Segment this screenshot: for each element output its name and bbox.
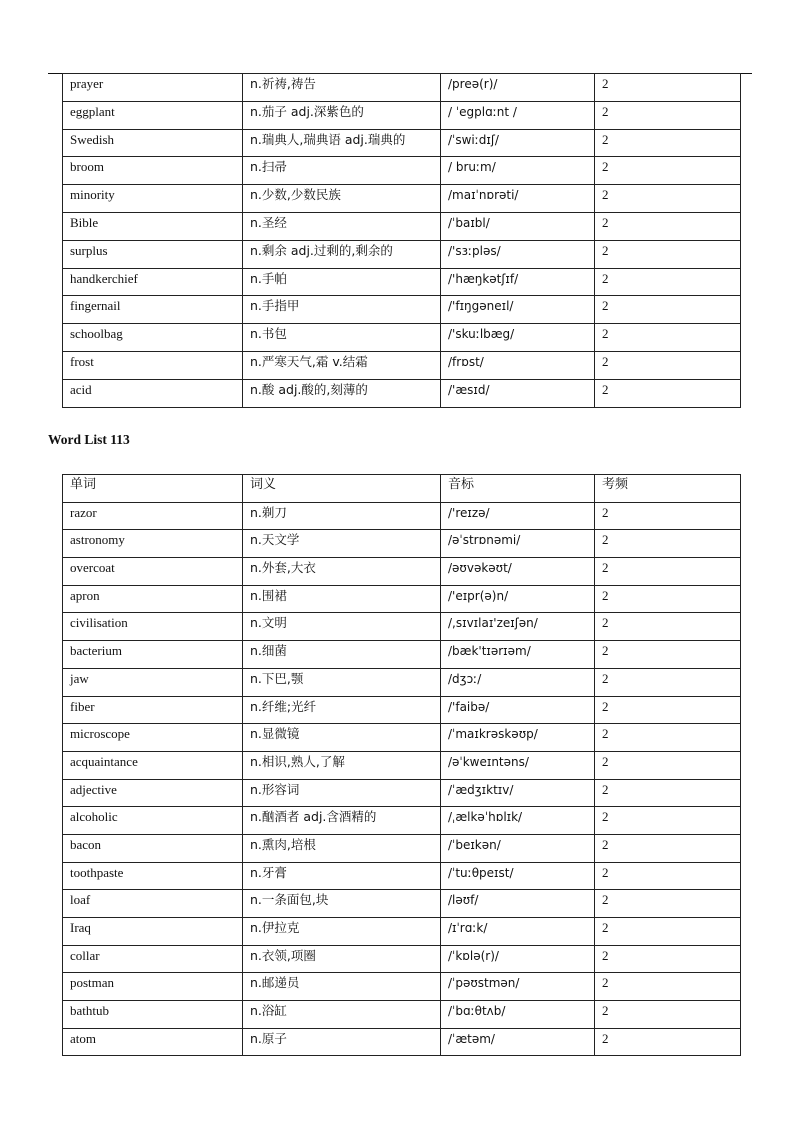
word-table bbox=[62, 474, 741, 1056]
table-row bbox=[63, 585, 741, 613]
phonetic-cell: /ˈbɑːθtʌb/ bbox=[441, 1001, 595, 1029]
word-cell: atom bbox=[63, 1028, 243, 1056]
phonetic-cell: /əˈkweɪntəns/ bbox=[441, 751, 595, 779]
phonetic-cell: /ˈbeɪkən/ bbox=[441, 834, 595, 862]
meaning-cell: n.形容词 bbox=[243, 779, 441, 807]
phonetic-cell: /ˈmaɪkrəskəʊp/ bbox=[441, 724, 595, 752]
word-cell: surplus bbox=[63, 240, 243, 268]
frequency-cell: 2 bbox=[595, 268, 741, 296]
word-cell: frost bbox=[63, 351, 243, 379]
meaning-cell: n.相识,熟人,了解 bbox=[243, 751, 441, 779]
word-cell: alcoholic bbox=[63, 807, 243, 835]
table-row bbox=[63, 351, 741, 379]
frequency-cell: 2 bbox=[595, 807, 741, 835]
word-list-heading: Word List 113 bbox=[48, 432, 130, 447]
table-row bbox=[63, 862, 741, 890]
word-table-continued bbox=[62, 73, 741, 408]
table-row bbox=[63, 834, 741, 862]
table-row bbox=[63, 890, 741, 918]
frequency-cell: 2 bbox=[595, 379, 741, 407]
frequency-cell: 2 bbox=[595, 185, 741, 213]
word-cell: Iraq bbox=[63, 918, 243, 946]
phonetic-cell: /ˈædʒɪktɪv/ bbox=[441, 779, 595, 807]
meaning-cell: n.书包 bbox=[243, 324, 441, 352]
meaning-cell: n.手帕 bbox=[243, 268, 441, 296]
table-row bbox=[63, 696, 741, 724]
header-word: 单词 bbox=[63, 475, 243, 503]
meaning-cell: n.原子 bbox=[243, 1028, 441, 1056]
table-row bbox=[63, 668, 741, 696]
meaning-cell: n.纤维;光纤 bbox=[243, 696, 441, 724]
phonetic-cell: / bruːm/ bbox=[441, 157, 595, 185]
meaning-cell: n.扫帚 bbox=[243, 157, 441, 185]
word-cell: prayer bbox=[63, 74, 243, 102]
phonetic-cell: /əˈstrɒnəmi/ bbox=[441, 530, 595, 558]
frequency-cell: 2 bbox=[595, 74, 741, 102]
table-row bbox=[63, 212, 741, 240]
meaning-cell: n.邮递员 bbox=[243, 973, 441, 1001]
frequency-cell: 2 bbox=[595, 945, 741, 973]
frequency-cell: 2 bbox=[595, 890, 741, 918]
frequency-cell: 2 bbox=[595, 212, 741, 240]
table-row bbox=[63, 157, 741, 185]
word-cell: razor bbox=[63, 502, 243, 530]
frequency-cell: 2 bbox=[595, 324, 741, 352]
meaning-cell: n.祈祷,祷告 bbox=[243, 74, 441, 102]
meaning-cell: n.外套,大衣 bbox=[243, 558, 441, 586]
meaning-cell: n.细菌 bbox=[243, 641, 441, 669]
meaning-cell: n.伊拉克 bbox=[243, 918, 441, 946]
meaning-cell: n.酸 adj.酸的,刻薄的 bbox=[243, 379, 441, 407]
header-frequency: 考频 bbox=[595, 475, 741, 503]
word-cell: astronomy bbox=[63, 530, 243, 558]
phonetic-cell: /ɪˈrɑːk/ bbox=[441, 918, 595, 946]
meaning-cell: n.一条面包,块 bbox=[243, 890, 441, 918]
phonetic-cell: /'eɪpr(ə)n/ bbox=[441, 585, 595, 613]
frequency-cell: 2 bbox=[595, 973, 741, 1001]
frequency-cell: 2 bbox=[595, 129, 741, 157]
phonetic-cell: /'fɪŋgəneɪl/ bbox=[441, 296, 595, 324]
meaning-cell: n.围裙 bbox=[243, 585, 441, 613]
frequency-cell: 2 bbox=[595, 834, 741, 862]
frequency-cell: 2 bbox=[595, 157, 741, 185]
frequency-cell: 2 bbox=[595, 779, 741, 807]
phonetic-cell: /ˈætəm/ bbox=[441, 1028, 595, 1056]
table-row bbox=[63, 724, 741, 752]
meaning-cell: n.熏肉,培根 bbox=[243, 834, 441, 862]
phonetic-cell: /preə(r)/ bbox=[441, 74, 595, 102]
table-row bbox=[63, 973, 741, 1001]
word-cell: minority bbox=[63, 185, 243, 213]
meaning-cell: n.文明 bbox=[243, 613, 441, 641]
header-phonetic: 音标 bbox=[441, 475, 595, 503]
word-cell: postman bbox=[63, 973, 243, 1001]
table-header-row bbox=[63, 475, 741, 503]
table-row bbox=[63, 641, 741, 669]
phonetic-cell: / ˈegplɑːnt / bbox=[441, 101, 595, 129]
phonetic-cell: /'hæŋkətʃɪf/ bbox=[441, 268, 595, 296]
table-row bbox=[63, 268, 741, 296]
table-row bbox=[63, 779, 741, 807]
table-row bbox=[63, 324, 741, 352]
table-row bbox=[63, 74, 741, 102]
word-cell: bacon bbox=[63, 834, 243, 862]
frequency-cell: 2 bbox=[595, 641, 741, 669]
phonetic-cell: /'sɜːpləs/ bbox=[441, 240, 595, 268]
table-row bbox=[63, 379, 741, 407]
phonetic-cell: /'skuːlbæg/ bbox=[441, 324, 595, 352]
table-row bbox=[63, 807, 741, 835]
meaning-cell: n.浴缸 bbox=[243, 1001, 441, 1029]
word-cell: toothpaste bbox=[63, 862, 243, 890]
frequency-cell: 2 bbox=[595, 585, 741, 613]
frequency-cell: 2 bbox=[595, 240, 741, 268]
phonetic-cell: /əʊvəkəʊt/ bbox=[441, 558, 595, 586]
table-row bbox=[63, 1028, 741, 1056]
phonetic-cell: /frɒst/ bbox=[441, 351, 595, 379]
meaning-cell: n.酗酒者 adj.含酒精的 bbox=[243, 807, 441, 835]
phonetic-cell: /ˈpəʊstmən/ bbox=[441, 973, 595, 1001]
word-cell: fingernail bbox=[63, 296, 243, 324]
word-cell: overcoat bbox=[63, 558, 243, 586]
table-row bbox=[63, 129, 741, 157]
table-row bbox=[63, 296, 741, 324]
word-cell: broom bbox=[63, 157, 243, 185]
word-cell: Bible bbox=[63, 212, 243, 240]
meaning-cell: n.剃刀 bbox=[243, 502, 441, 530]
word-cell: adjective bbox=[63, 779, 243, 807]
meaning-cell: n.剩余 adj.过剩的,剩余的 bbox=[243, 240, 441, 268]
meaning-cell: n.严寒天气,霜 v.结霜 bbox=[243, 351, 441, 379]
word-cell: schoolbag bbox=[63, 324, 243, 352]
meaning-cell: n.瑞典人,瑞典语 adj.瑞典的 bbox=[243, 129, 441, 157]
table-row bbox=[63, 530, 741, 558]
word-cell: acquaintance bbox=[63, 751, 243, 779]
frequency-cell: 2 bbox=[595, 351, 741, 379]
meaning-cell: n.少数,少数民族 bbox=[243, 185, 441, 213]
meaning-cell: n.显微镜 bbox=[243, 724, 441, 752]
word-cell: eggplant bbox=[63, 101, 243, 129]
frequency-cell: 2 bbox=[595, 296, 741, 324]
phonetic-cell: /bæk'tɪərɪəm/ bbox=[441, 641, 595, 669]
word-cell: bacterium bbox=[63, 641, 243, 669]
meaning-cell: n.圣经 bbox=[243, 212, 441, 240]
table-row bbox=[63, 502, 741, 530]
phonetic-cell: /,sɪvɪlaɪ'zeɪʃən/ bbox=[441, 613, 595, 641]
meaning-cell: n.衣领,项圈 bbox=[243, 945, 441, 973]
table-row bbox=[63, 1001, 741, 1029]
header-meaning: 词义 bbox=[243, 475, 441, 503]
table-row bbox=[63, 558, 741, 586]
meaning-cell: n.茄子 adj.深紫色的 bbox=[243, 101, 441, 129]
word-cell: collar bbox=[63, 945, 243, 973]
frequency-cell: 2 bbox=[595, 751, 741, 779]
phonetic-cell: /ləʊf/ bbox=[441, 890, 595, 918]
phonetic-cell: /'æsɪd/ bbox=[441, 379, 595, 407]
phonetic-cell: /maɪˈnɒrəti/ bbox=[441, 185, 595, 213]
meaning-cell: n.手指甲 bbox=[243, 296, 441, 324]
table-row bbox=[63, 945, 741, 973]
phonetic-cell: /'faibə/ bbox=[441, 696, 595, 724]
phonetic-cell: /ˈbaɪbl/ bbox=[441, 212, 595, 240]
table-row bbox=[63, 185, 741, 213]
frequency-cell: 2 bbox=[595, 668, 741, 696]
word-cell: acid bbox=[63, 379, 243, 407]
meaning-cell: n.牙膏 bbox=[243, 862, 441, 890]
phonetic-cell: /ˌælkəˈhɒlɪk/ bbox=[441, 807, 595, 835]
phonetic-cell: /'reɪzə/ bbox=[441, 502, 595, 530]
frequency-cell: 2 bbox=[595, 1028, 741, 1056]
meaning-cell: n.天文学 bbox=[243, 530, 441, 558]
word-cell: handkerchief bbox=[63, 268, 243, 296]
frequency-cell: 2 bbox=[595, 613, 741, 641]
frequency-cell: 2 bbox=[595, 696, 741, 724]
frequency-cell: 2 bbox=[595, 101, 741, 129]
table-row bbox=[63, 613, 741, 641]
table-row bbox=[63, 918, 741, 946]
word-cell: Swedish bbox=[63, 129, 243, 157]
word-cell: microscope bbox=[63, 724, 243, 752]
word-cell: apron bbox=[63, 585, 243, 613]
frequency-cell: 2 bbox=[595, 724, 741, 752]
word-cell: loaf bbox=[63, 890, 243, 918]
frequency-cell: 2 bbox=[595, 918, 741, 946]
frequency-cell: 2 bbox=[595, 1001, 741, 1029]
word-cell: bathtub bbox=[63, 1001, 243, 1029]
frequency-cell: 2 bbox=[595, 862, 741, 890]
phonetic-cell: /dʒɔː/ bbox=[441, 668, 595, 696]
frequency-cell: 2 bbox=[595, 558, 741, 586]
phonetic-cell: /ˈswiːdɪʃ/ bbox=[441, 129, 595, 157]
word-cell: jaw bbox=[63, 668, 243, 696]
phonetic-cell: /ˈkɒlə(r)/ bbox=[441, 945, 595, 973]
word-cell: civilisation bbox=[63, 613, 243, 641]
table-row bbox=[63, 751, 741, 779]
phonetic-cell: /ˈtuːθpeɪst/ bbox=[441, 862, 595, 890]
frequency-cell: 2 bbox=[595, 502, 741, 530]
meaning-cell: n.下巴,颚 bbox=[243, 668, 441, 696]
table-row bbox=[63, 240, 741, 268]
frequency-cell: 2 bbox=[595, 530, 741, 558]
table-row bbox=[63, 101, 741, 129]
word-cell: fiber bbox=[63, 696, 243, 724]
